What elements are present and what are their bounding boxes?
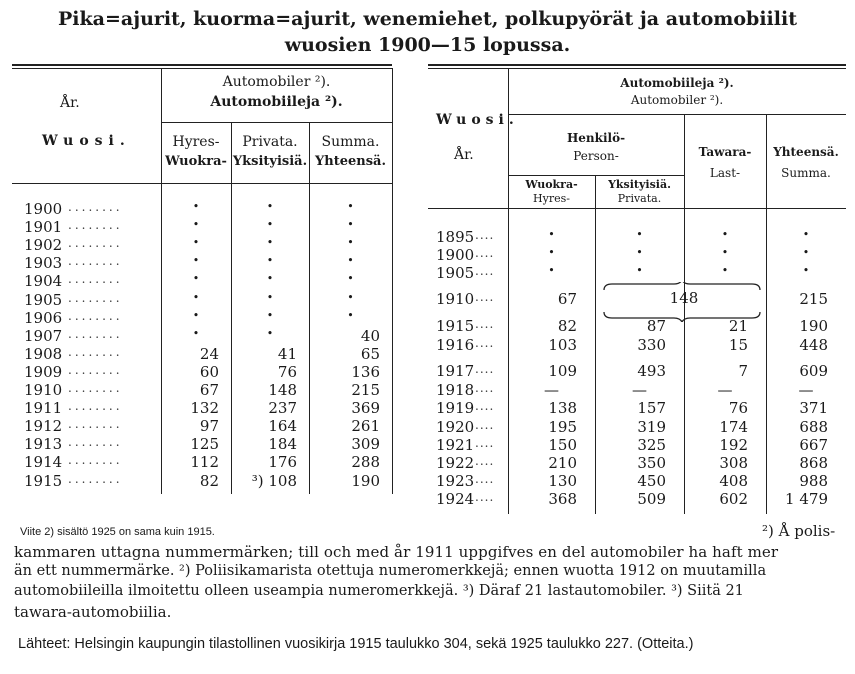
table-cell: — — [717, 381, 733, 399]
merged-value-1910: 148 — [669, 289, 699, 307]
table-cell: 368 — [548, 490, 577, 508]
table-cell: 76 — [277, 362, 297, 381]
year-cell: 1911 — [24, 399, 63, 418]
leader-dots: .... — [475, 246, 495, 260]
table-cell: • — [192, 308, 200, 322]
table-cell: • — [192, 200, 200, 213]
table-cell: 184 — [268, 435, 297, 454]
table-cell: 87 — [646, 317, 666, 335]
table-cell: • — [548, 246, 555, 259]
leader-dots: .... — [475, 264, 495, 278]
table-cell: • — [266, 272, 274, 286]
year-cell: 1922 — [436, 454, 475, 472]
leader-dots: .... — [475, 362, 495, 376]
year-cell: 1907 — [24, 326, 63, 345]
table-cell: • — [548, 228, 555, 241]
table-cell: 609 — [799, 362, 828, 380]
table-cell: 60 — [199, 362, 219, 381]
left-group-rule — [161, 122, 392, 123]
table-cell: 97 — [199, 417, 219, 436]
leader-dots: ........ — [68, 272, 123, 287]
table-cell: 136 — [351, 362, 380, 381]
left-group-header-sv: Automobiler ²). — [222, 74, 331, 90]
left-group-header-fi: Automobiileja ²). — [210, 94, 343, 110]
table-cell: ³) 108 — [251, 471, 297, 490]
table-cell: • — [266, 218, 274, 232]
year-cell: 1912 — [24, 417, 63, 436]
table-cell: 448 — [799, 336, 828, 354]
table-cell: 602 — [719, 490, 748, 508]
left-col2-header-fi: Yksityisiä. — [232, 154, 308, 169]
table-cell: 493 — [637, 362, 666, 380]
right-group-rule — [508, 114, 846, 115]
leader-dots: ........ — [68, 344, 123, 359]
table-cell: 67 — [199, 381, 219, 399]
table-cell: • — [802, 246, 810, 259]
table-cell: • — [721, 228, 729, 241]
table-cell: 350 — [637, 454, 666, 472]
table-cell: 261 — [351, 417, 380, 436]
left-col1-header-sv: Hyres- — [172, 134, 220, 150]
table-cell: • — [347, 254, 354, 268]
table-cell: • — [802, 264, 810, 277]
leader-dots: .... — [475, 472, 495, 486]
table-cell: 15 — [728, 336, 748, 354]
table-cell: 65 — [360, 344, 380, 363]
leader-dots: ........ — [68, 381, 123, 395]
year-cell: 1917 — [436, 362, 475, 380]
left-col3-header-sv: Summa. — [321, 134, 380, 150]
right-hyres-header-fi: Wuokra- — [525, 178, 578, 191]
table-cell: 112 — [190, 453, 219, 472]
table-cell: • — [548, 264, 555, 277]
note-line-1: ²) Å polis- — [762, 522, 836, 540]
page-title: Pika=ajurit, kuorma=ajurit, wenemiehet, polkupyörät ja automobiilit — [58, 8, 797, 30]
table-cell: • — [192, 272, 200, 286]
table-cell: 330 — [637, 336, 666, 354]
table-cell: • — [192, 218, 200, 232]
year-cell: 1919 — [436, 399, 475, 417]
table-cell: • — [347, 236, 354, 250]
year-cell: 1910 — [24, 381, 63, 399]
table-cell: • — [636, 264, 643, 277]
table-cell: 308 — [719, 454, 748, 472]
leader-dots: .... — [475, 228, 495, 242]
table-cell: 667 — [799, 436, 828, 454]
year-cell: 1914 — [24, 453, 63, 472]
leader-dots: .... — [475, 399, 495, 413]
left-col2-header-sv: Privata. — [242, 134, 298, 150]
right-header-rule — [428, 208, 846, 209]
table-cell: 125 — [190, 435, 219, 454]
year-cell: 1900 — [24, 200, 63, 218]
right-year-header-sv: År. — [454, 147, 474, 163]
leader-dots: .... — [475, 317, 495, 331]
year-cell: 1908 — [24, 344, 63, 363]
right-top-rule-2 — [428, 68, 846, 69]
year-cell: 1915 — [24, 471, 63, 490]
note-line-4: automobiileilla ilmoitettu olleen useampia numeromerkkejä. ³) Däraf 21 lastautomobiler. ³) Siitä 21 — [14, 583, 744, 599]
table-cell: 369 — [351, 399, 380, 418]
page-subtitle: wuosien 1900—15 lopussa. — [284, 34, 571, 56]
table-cell: • — [347, 308, 354, 322]
table-cell: 148 — [268, 381, 297, 399]
table-cell: 509 — [637, 490, 666, 508]
year-cell: 1924 — [436, 490, 475, 508]
table-cell: 215 — [799, 290, 828, 308]
leader-dots: .... — [475, 490, 495, 504]
year-cell: 1900 — [436, 246, 475, 264]
table-cell: • — [266, 236, 274, 250]
table-cell: • — [347, 290, 354, 304]
leader-dots: ........ — [68, 417, 123, 432]
year-cell: 1906 — [24, 308, 63, 327]
leader-dots: ........ — [68, 326, 123, 341]
year-cell: 1905 — [436, 264, 475, 282]
table-cell: 288 — [351, 453, 380, 472]
left-year-header-fi: Wuosi. — [42, 133, 131, 149]
right-last-header-sv: Last- — [709, 166, 741, 180]
table-cell: • — [192, 236, 200, 250]
year-cell: 1895 — [436, 228, 475, 246]
table-cell: 371 — [799, 399, 828, 417]
year-cell: 1921 — [436, 436, 475, 454]
table-cell: 325 — [637, 436, 666, 454]
leader-dots: .... — [475, 436, 495, 450]
right-hyres-header-sv: Hyres- — [533, 192, 570, 205]
table-cell: • — [266, 290, 274, 304]
table-cell: 24 — [199, 344, 219, 363]
leader-dots: ........ — [68, 200, 123, 214]
right-person-header-fi: Henkilö- — [566, 131, 626, 145]
year-cell: 1923 — [436, 472, 475, 490]
left-top-rule-2 — [12, 68, 392, 69]
table-cell: 150 — [548, 436, 577, 454]
year-cell: 1909 — [24, 362, 63, 381]
table-cell: 7 — [738, 362, 748, 380]
table-cell: 190 — [351, 471, 380, 490]
table-cell: • — [347, 200, 354, 213]
leader-dots: .... — [475, 381, 495, 395]
table-cell: 109 — [548, 362, 577, 380]
leader-dots: ........ — [68, 362, 123, 377]
table-cell: 40 — [360, 326, 380, 345]
right-priv-header-fi: Yksityisiä. — [608, 178, 671, 191]
right-year-header-fi: Wuosi. — [436, 112, 519, 128]
table-cell: • — [347, 218, 354, 232]
table-cell: 1 479 — [785, 490, 828, 508]
table-cell: 688 — [799, 418, 828, 436]
table-cell: • — [636, 246, 643, 259]
year-cell: 1903 — [24, 254, 63, 273]
table-cell: 130 — [548, 472, 577, 490]
leader-dots: .... — [475, 336, 495, 350]
table-cell: 164 — [268, 417, 297, 436]
left-year-header-sv: År. — [60, 95, 80, 111]
table-cell: 190 — [799, 317, 828, 335]
table-cell: • — [266, 200, 274, 213]
table-cell: 138 — [548, 399, 577, 417]
table-cell: — — [632, 381, 647, 399]
year-cell: 1901 — [24, 218, 63, 237]
table-cell: 309 — [351, 435, 380, 454]
table-cell: 988 — [799, 472, 828, 490]
table-cell: • — [636, 228, 643, 241]
leader-dots: ........ — [68, 471, 123, 486]
note-line-2: kammaren uttagna nummermärken; till och med år 1911 uppgifves en del automobiler ha haft mer — [14, 543, 779, 561]
year-cell: 1904 — [24, 272, 63, 291]
table-cell: 176 — [268, 453, 297, 472]
leader-dots: ........ — [68, 254, 123, 269]
table-cell: 192 — [719, 436, 748, 454]
table-cell: 450 — [637, 472, 666, 490]
year-cell: 1918 — [436, 381, 475, 399]
left-top-rule — [12, 64, 392, 66]
table-cell: • — [802, 228, 810, 241]
right-top-rule — [428, 64, 846, 66]
table-cell: 408 — [719, 472, 748, 490]
table-cell: 82 — [557, 317, 577, 335]
leader-dots: ........ — [68, 453, 123, 468]
year-cell: 1915 — [436, 317, 475, 335]
right-last-header-fi: Tawara- — [698, 145, 752, 159]
leader-dots: ........ — [68, 435, 123, 450]
table-cell: 41 — [277, 344, 297, 363]
table-cell: • — [192, 290, 200, 304]
left-col-divider-4 — [392, 68, 393, 494]
right-person-header-sv: Person- — [573, 149, 619, 163]
leader-dots: ........ — [68, 218, 123, 233]
year-cell: 1913 — [24, 435, 63, 454]
year-cell: 1920 — [436, 418, 475, 436]
leader-dots: ........ — [68, 290, 123, 305]
sources-line: Lähteet: Helsingin kaupungin tilastollinen vuosikirja 1915 taulukko 304, sekä 1925 taulukko 227. (Otteita.) — [18, 636, 694, 652]
table-cell: 174 — [719, 418, 748, 436]
table-cell: • — [347, 272, 354, 286]
table-cell: • — [721, 264, 729, 277]
table-cell: 215 — [351, 381, 380, 399]
table-cell: • — [192, 326, 200, 340]
leader-dots: .... — [475, 418, 495, 432]
year-cell: 1905 — [24, 290, 63, 309]
note-line-3: än ett nummermärke. ²) Poliisikamarista otettuja numeromerkkejä; ennen wuotta 1912 on muutamilla — [14, 563, 767, 579]
left-col3-header-fi: Yhteensä. — [315, 154, 386, 169]
table-cell: — — [544, 381, 559, 399]
right-group-header-sv: Automobiler ²). — [630, 93, 724, 107]
leader-dots: ........ — [68, 399, 123, 414]
table-cell: 319 — [637, 418, 666, 436]
year-cell: 1916 — [436, 336, 475, 354]
leader-dots: ........ — [68, 236, 123, 251]
table-cell: 195 — [548, 418, 577, 436]
right-person-rule — [508, 175, 684, 176]
year-cell: 1910 — [436, 290, 475, 308]
table-cell: • — [266, 326, 274, 340]
right-sum-header-fi: Yhteensä. — [773, 145, 839, 159]
note-viite: Viite 2) sisältö 1925 on sama kuin 1915. — [20, 526, 215, 538]
table-cell: 210 — [548, 454, 577, 472]
right-priv-header-sv: Privata. — [617, 192, 662, 205]
leader-dots: .... — [475, 454, 495, 468]
note-line-5: tawara-automobiilia. — [14, 603, 172, 621]
table-cell: • — [266, 308, 274, 322]
table-cell: 132 — [190, 399, 219, 418]
leader-dots: ........ — [68, 308, 123, 323]
table-cell: • — [192, 254, 200, 268]
table-cell: 21 — [728, 317, 748, 335]
left-col1-header-fi: Wuokra- — [165, 154, 227, 169]
table-cell: 237 — [268, 399, 297, 418]
table-cell: — — [798, 381, 814, 399]
right-sum-header-sv: Summa. — [781, 166, 831, 180]
table-cell: 868 — [799, 454, 828, 472]
table-cell: • — [721, 246, 729, 259]
year-cell: 1902 — [24, 236, 63, 255]
table-cell: 67 — [557, 290, 577, 308]
table-cell: 103 — [548, 336, 577, 354]
table-cell: 157 — [637, 399, 666, 417]
table-cell: • — [266, 254, 274, 268]
right-group-header-fi: Automobiileja ²). — [620, 76, 734, 90]
table-cell: 82 — [199, 471, 219, 490]
leader-dots: .... — [475, 290, 495, 304]
left-header-rule — [12, 183, 392, 184]
table-cell: 76 — [728, 399, 748, 417]
